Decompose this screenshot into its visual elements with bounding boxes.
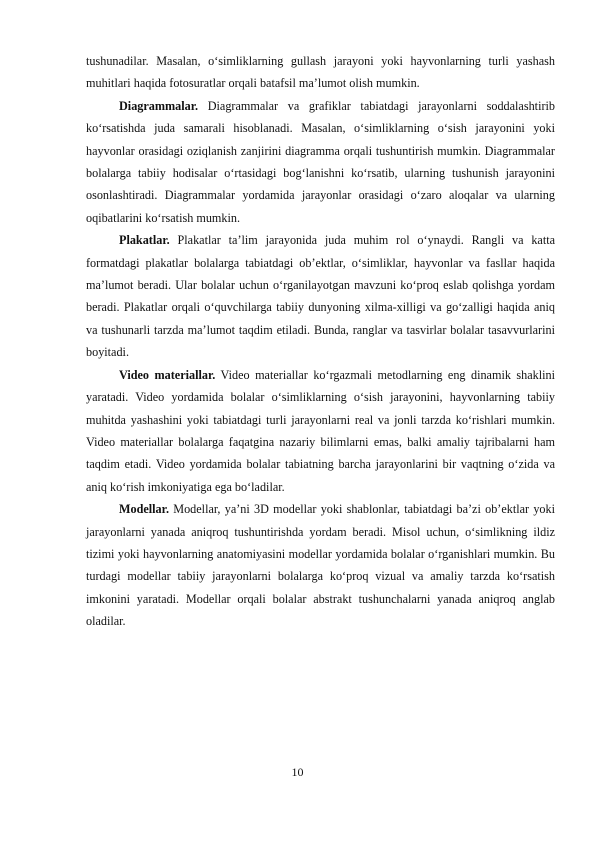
page-number: 10 [291,765,304,779]
paragraph-term: Plakatlar. [119,233,170,248]
paragraph-text: Modellar, ya’ni 3D modellar yoki shablonlar, tabiatdagi ba’zi ob’ektlar yoki jarayonlarni yanada aniqroq tushuntirishda yordam beradi. Misol uchun, o‘simlikning ildiz tizimi yoki hayvonlarning anatomiyasini modellar yordamida bolalar o‘rganishlari mumkin. Bu turdagi modellar tabiiy jarayonlarni bolalarga ko‘proq vizual va amaliy tarzda ko‘rsatish imkonini yaratadi. Modellar orqali bolalar abstrakt tushunchalarni yanada aniqroq anglab oladilar. [86,502,555,629]
paragraph-text: Video materiallar ko‘rgazmali metodlarning eng dinamik shaklini yaratadi. Video yordamida bolalar o‘simliklarning o‘sish jarayonini, hayvonlarning tabiiy muhitda yashashini yoki tabiatdagi turli jarayonlarni real va jonli tarzda ko‘rishlari mumkin. Video materiallar bolalarga faqatgina nazariy bilimlarni emas, balki amaliy tajribalarni ham taqdim etadi. Video yordamida bolalar tabiatning barcha jarayonlarini bir vaqtning o‘zida va aniq ko‘rish imkoniyatiga ega bo‘ladilar. [86,367,555,494]
body-text [86,50,555,633]
paragraph-continuation [86,50,555,95]
paragraph-modellar [86,498,555,632]
paragraph-term: Diagrammalar. [119,98,199,113]
paragraph-text: tushunadilar. Masalan, o‘simliklarning gullash jarayoni yoki hayvonlarning turli yashash muhitlari haqida fotosuratlar orqali batafsil ma’lumot olish mumkin. [86,54,555,91]
paragraph-text: Plakatlar ta’lim jarayonida juda muhim rol o‘ynaydi. Rangli va katta formatdagi plakatlar bolalarga tabiatdagi ob’ektlar, o‘simliklar, hayvonlar va fasllar haqida ma’lumot beradi. Ular bolalar uchun o‘rganilayotgan mavzuni ko‘proq eslab qolishga yordam beradi. Plakatlar orqali o‘quvchilarga tabiiy dunyoning xilma-xilligi va go‘zalligi haqida aniq va tushunarli tarzda ma’lumot taqdim etiladi. Bunda, ranglar va tasvirlar bolalar tasavvurlarini boyitadi. [86,233,555,360]
paragraph-diagrammalar [86,95,555,229]
paragraph-term: Video materiallar. [119,367,216,382]
paragraph-text: Diagrammalar va grafiklar tabiatdagi jarayonlarni soddalashtirib ko‘rsatishda juda samarali hisoblanadi. Masalan, o‘simliklarning o‘sish jarayonini yoki hayvonlar orasidagi oziqlanish zanjirini diagramma orqali tushuntirish mumkin. Diagrammalar bolalarga tabiiy hodisalar o‘rtasidagi bog‘lanishni ko‘rsatib, ularning tushunish jarayonini osonlashtiradi. Diagrammalar yordamida jarayonlar orasidagi o‘zaro aloqalar va ularning oqibatlarini ko‘rsatish mumkin. [86,98,555,225]
paragraph-term: Modellar. [119,502,169,517]
paragraph-video-materiallar [86,364,555,498]
paragraph-plakatlar [86,229,555,363]
